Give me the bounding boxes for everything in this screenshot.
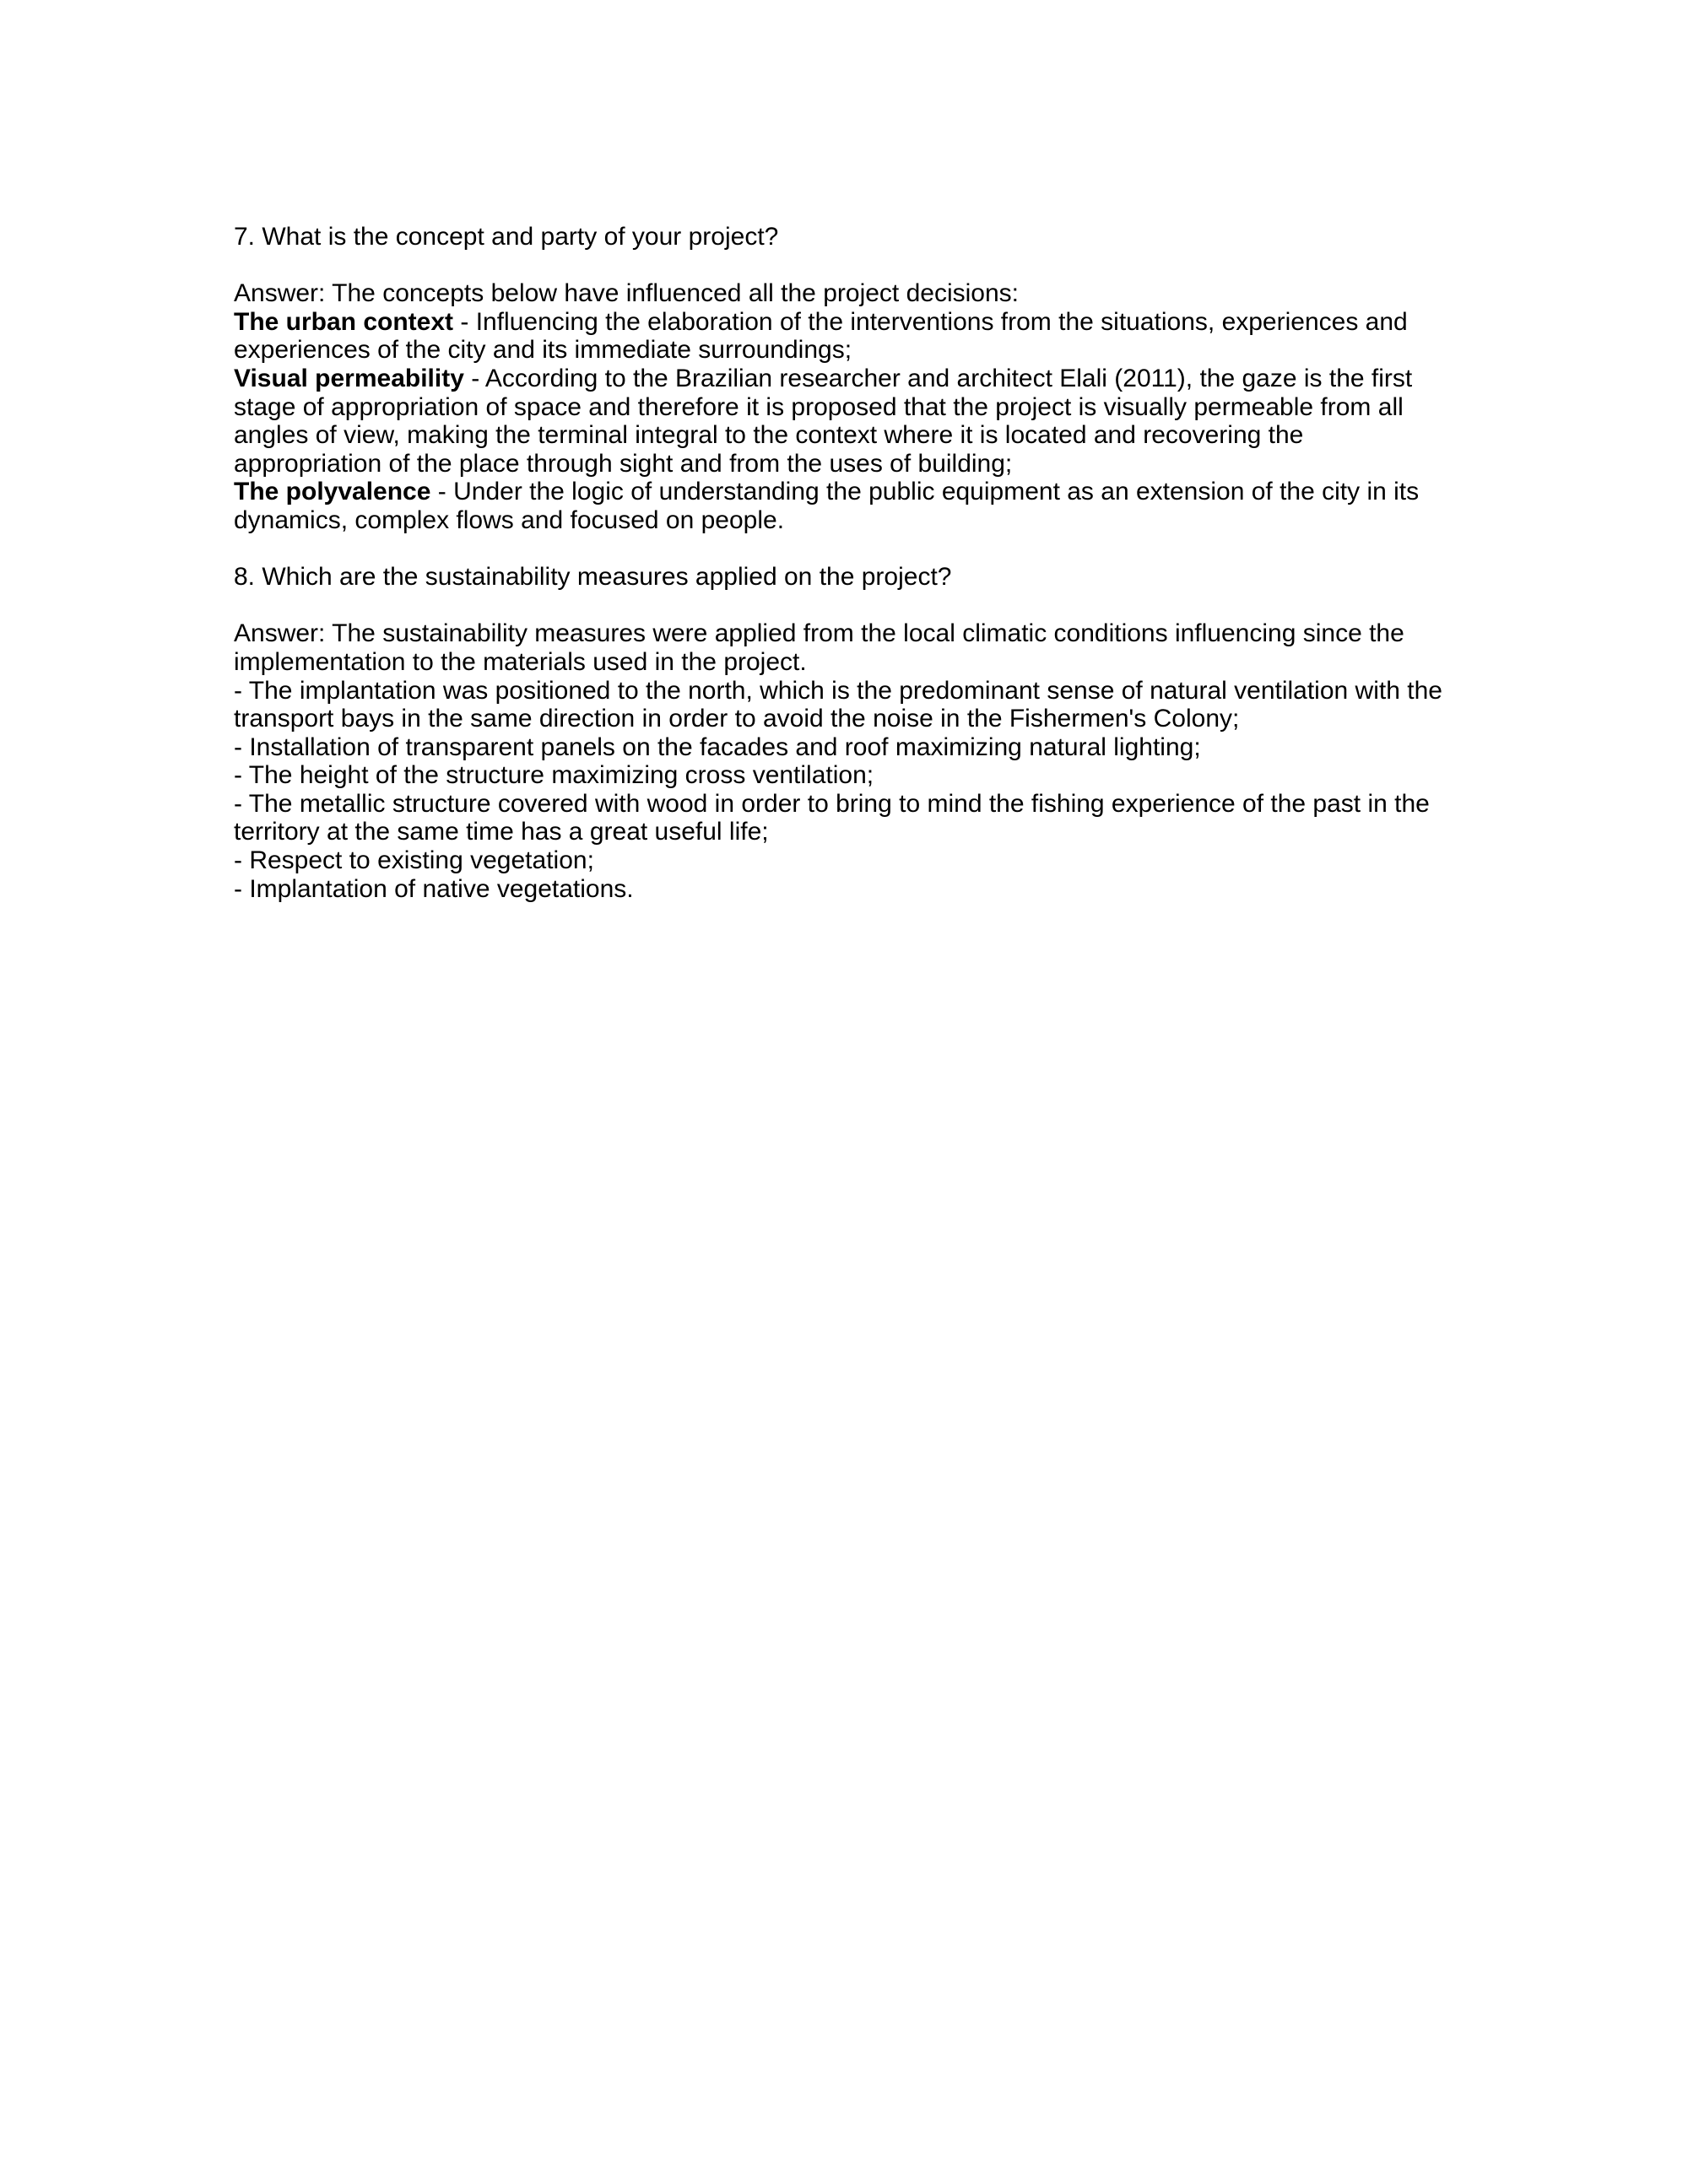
question-8-heading: 8. Which are the sustainability measures applied on the project?	[234, 563, 952, 592]
question-8-answer-intro: Answer: The sustainability measures were applied from the local climatic conditions influencing since the implementation to the materials used in the project.	[234, 619, 1404, 676]
measure-item: - The metallic structure covered with wood in order to bring to mind the fishing experience of the past in the territory at the same time has a great useful life;	[234, 789, 1430, 846]
spacer	[234, 592, 1458, 620]
measure-item: - Installation of transparent panels on the facades and roof maximizing natural lighting;	[234, 733, 1201, 761]
measure-item: - Implantation of native vegetations.	[234, 874, 634, 903]
spacer	[234, 251, 1458, 280]
concept-visual-permeability	[234, 365, 1458, 478]
measure-item: - Respect to existing vegetation;	[234, 846, 594, 875]
question-8-section	[234, 563, 1458, 903]
concept-term: Visual permeability	[234, 364, 464, 392]
spacer	[234, 535, 1458, 564]
document-body	[234, 223, 1458, 903]
measure-item: - The height of the structure maximizing cross ventilation;	[234, 761, 874, 790]
measure-item: - The implantation was positioned to the north, which is the predominant sense of natural ventilation with the transport bays in the same direction in order to avoid the noise in the Fishermen's Colony;	[234, 676, 1442, 733]
question-7-answer-intro: Answer: The concepts below have influenced all the project decisions:	[234, 279, 1019, 308]
concept-description: - According to the Brazilian researcher and architect Elali (2011), the gaze is the first stage of appropriation of space and therefore it is proposed that the project is visually permeable from all angles of view, making the terminal integral to the context where it is located and recovering the appropriation of the place through sight and from the uses of building;	[234, 364, 1413, 478]
concept-description: - Influencing the elaboration of the interventions from the situations, experiences and experiences of the city and its immediate surroundings;	[234, 307, 1408, 365]
question-7-section	[234, 223, 1458, 535]
concept-term: The polyvalence	[234, 478, 431, 506]
concept-description: - Under the logic of understanding the public equipment as an extension of the city in its dynamics, complex flows and focused on people.	[234, 478, 1420, 534]
question-7-heading: 7. What is the concept and party of your project?	[234, 223, 779, 251]
concept-term: The urban context	[234, 307, 454, 336]
concept-urban-context	[234, 308, 1458, 365]
concept-polyvalence	[234, 478, 1458, 534]
